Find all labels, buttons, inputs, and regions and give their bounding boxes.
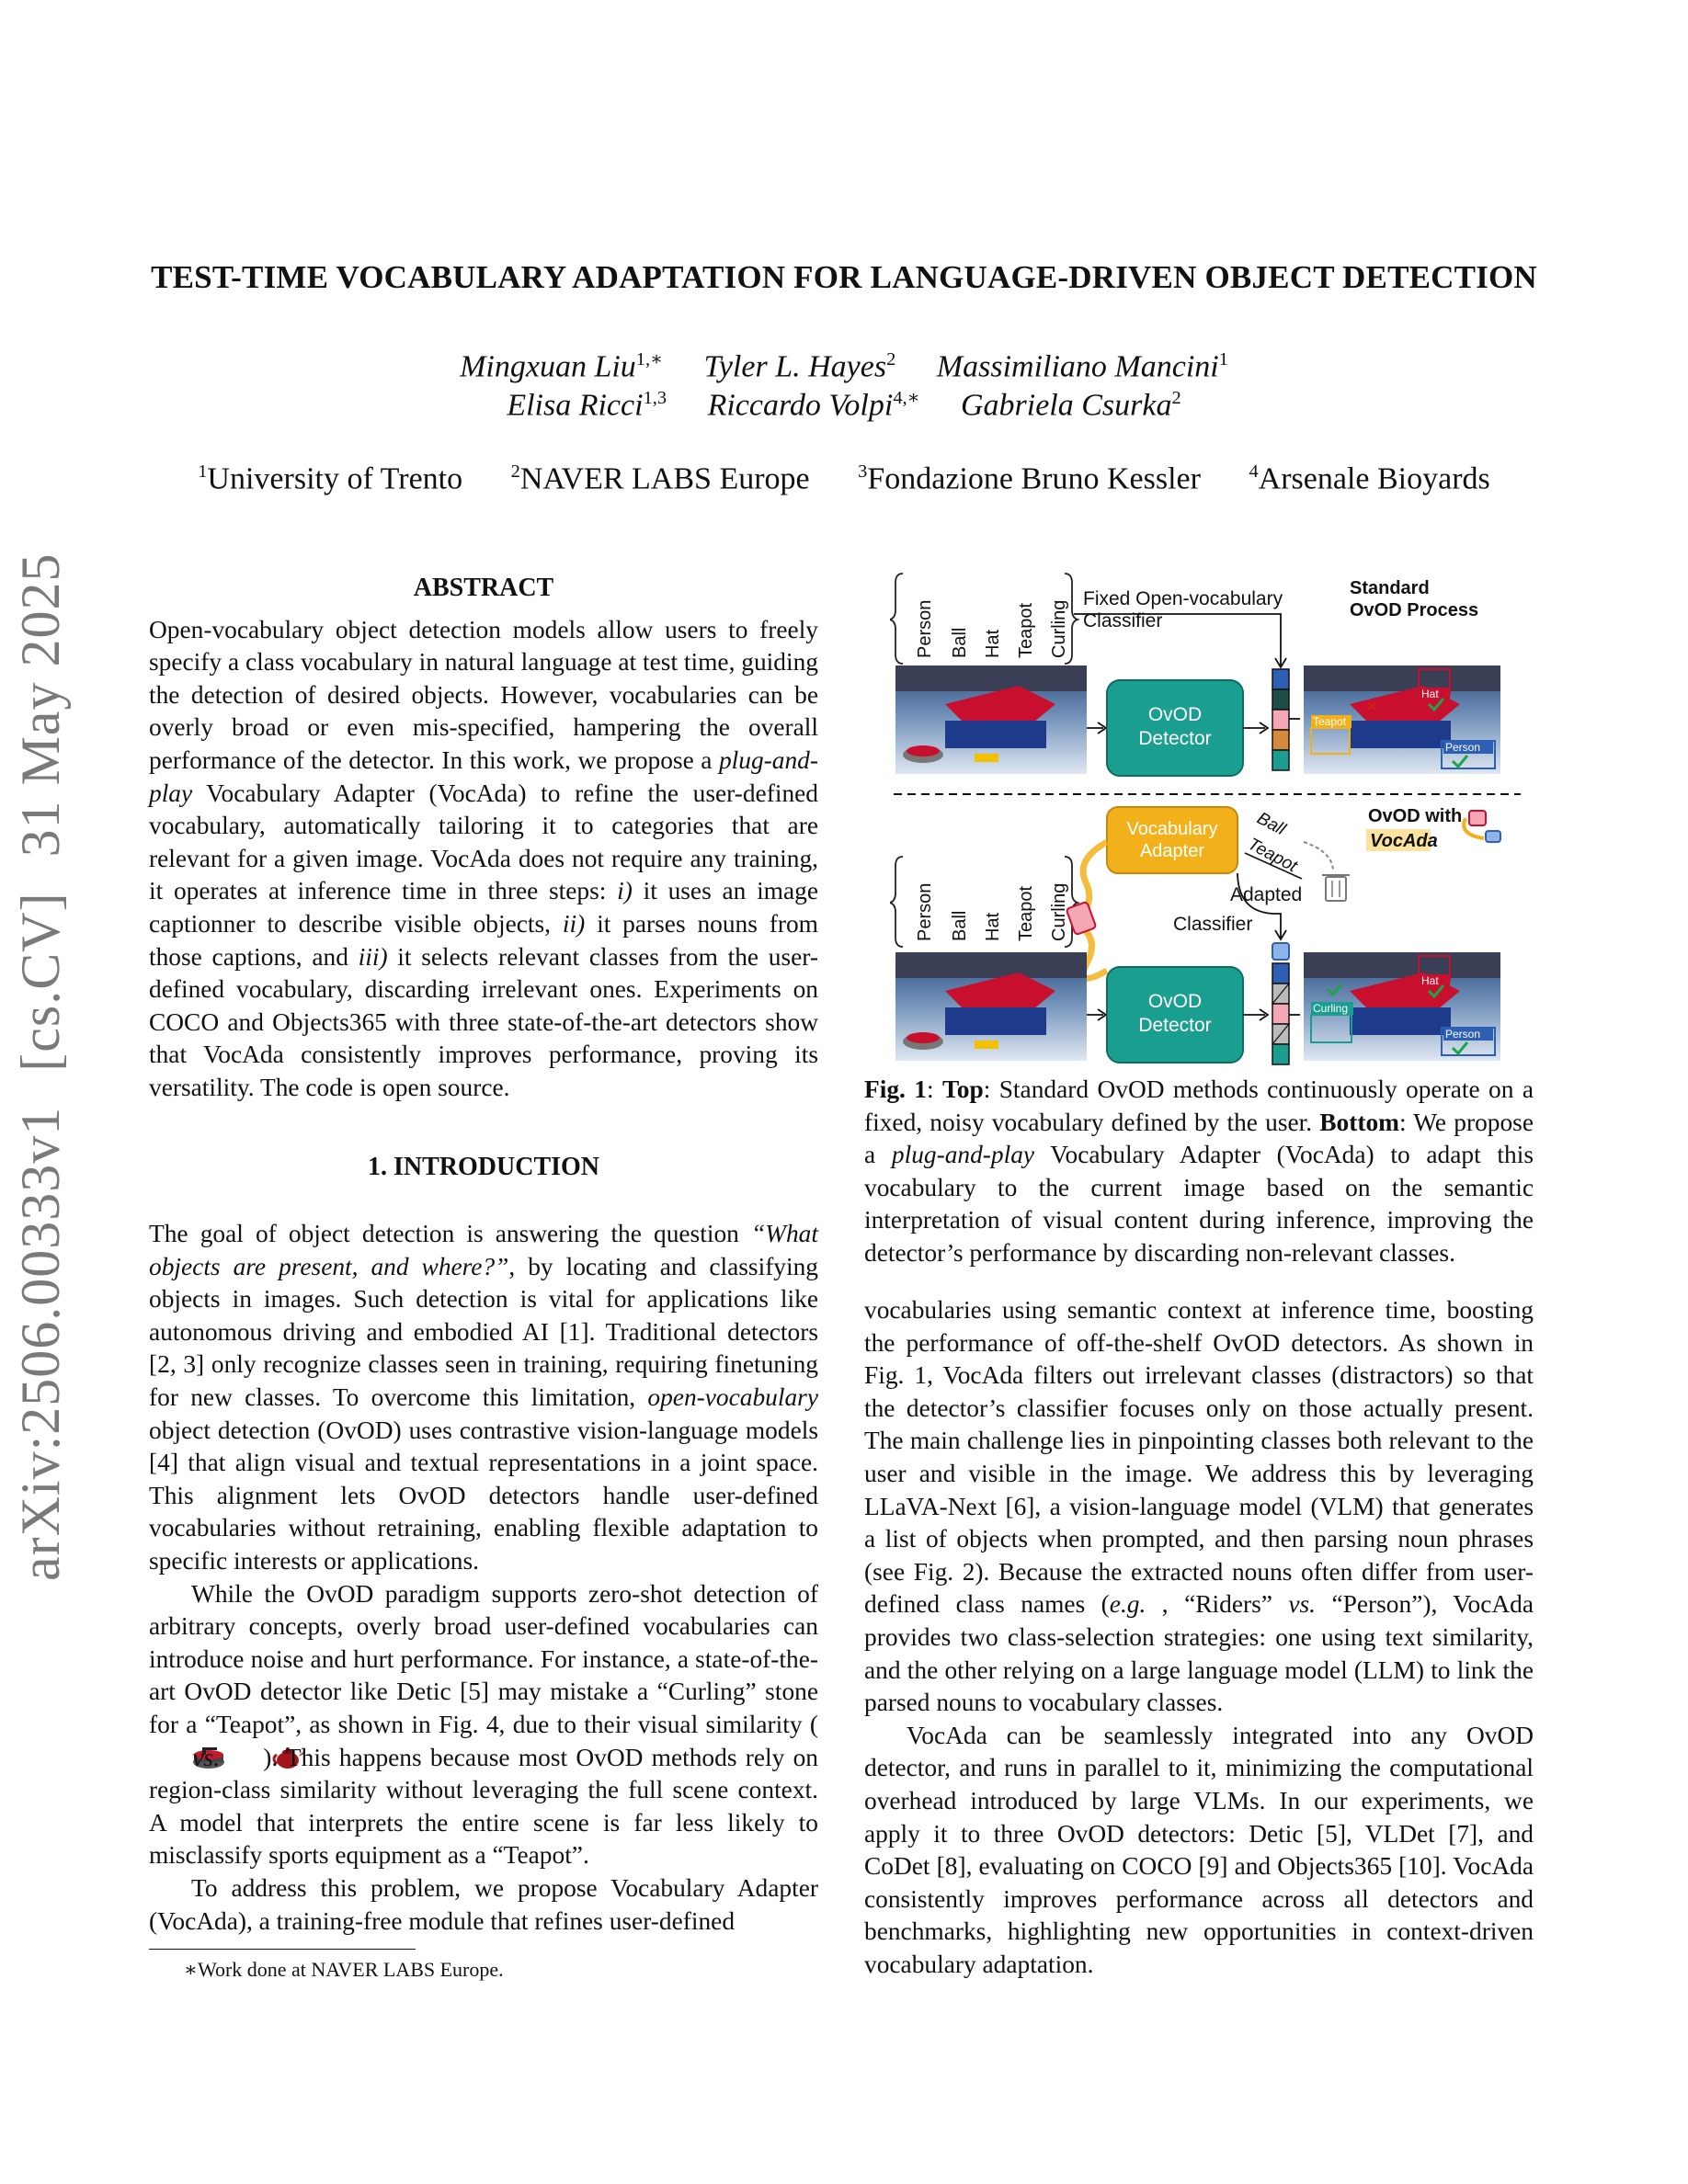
person-box-label: Person [1445,741,1481,754]
detector-label: OvOD [1147,704,1203,725]
right-column [864,1294,1534,1981]
bottom-output-image [1304,952,1500,1061]
author: Mingxuan Liu$^{1,∗}$ [460,349,663,384]
trash-icon [1322,875,1350,901]
author: Massimiliano Mancini$^1$ [936,349,1228,384]
vocabulary-adapter-box [1107,807,1237,873]
fixed-classifier-label-2: Classifier [1083,610,1163,631]
curling-box-label: Curling [1313,1002,1349,1015]
top-class-label: Teapot [1016,602,1036,658]
figure-caption: Fig. 1: Top: Standard OvOD methods continuously operate on a fixed, noisy vocabulary defined by the user. Bottom: We propose a plug-and-play Vocabulary Adapter (VocAda) to adapt this vocabulary to the current image based on the semantic interpretation of visual content during inference, improving the detector’s performance by discarding non-relevant classes. [864,1075,1534,1267]
paper-title: TEST-TIME VOCABULARY ADAPTATION FOR LANGUAGE-DRIVEN OBJECT DETECTION [151,259,1537,295]
affiliation: $^3$Fondazione Bruno Kessler [858,461,1201,496]
arxiv-id: arXiv:2506.00333v1 [10,1106,71,1581]
ovod-with-label: OvOD with [1368,806,1463,826]
discarded-teapot-label: Teapot [1244,834,1301,877]
top-input-image [895,665,1087,774]
arxiv-category: [cs.CV] [10,892,71,1072]
teapot-box-label: Teapot [1313,715,1347,728]
body-paragraph: vocabularies using semantic context at inference time, boosting the performance of off-the-shelf OvOD detectors. As shown in Fig. 1, VocAda filters out irrelevant classes (distractors) so that the detector’s classifier focuses only on those actually present. The main challenge lies in pinpointing classes both relevant to the user and visible in the image. We address this by leveraging LLaVA-Next [6], a vision-language model (VLM) that generates a list of objects when prompted, and then parsing noun phrases (see Fig. 2). Because the extracted nouns often differ from user-defined class names (e.g. , “Riders” vs. “Person”), VocAda provides two class-selection strategies: one using text similarity, and the other relying on a large language model (LLM) to link the parsed nouns to vocabulary classes. [864,1296,1534,1717]
intro-paragraph: The goal of object detection is answering the question “What objects are present, and where?”, by locating and classifying objects in images. Such detection is vital for applications like autonomous driving and embodied AI [1]. Traditional detectors [2, 3] only recognize classes seen in training, requiring finetuning for new classes. To overcome this limitation, open-vocabulary object detection (OvOD) uses contrastive vision-language models [4] that align visual and textual representations in a joint space. This alignment lets OvOD detectors handle user-defined vocabularies without retraining, enabling flexible adaptation to specific interests or applications. [149,1220,819,1575]
abstract-text: Open-vocabulary object detection models allow users to freely specify a class vocabulary in natural language at test time, guiding the detection of desired objects. However, vocabularies can be overly broad or even mis-specified, hampering the overall performance of the detector. In this work, we propose a plug-and-play Vocabulary Adapter (VocAda) to refine the user-defined vocabulary, automatically tailoring it to categories that are relevant for a given image. VocAda does not require any training, it operates at inference time in three steps: i) it uses an image captionner to describe visible objects, ii) it parses nouns from those captions, and iii) it selects relevant classes from the user-defined vocabulary, discarding irrelevant ones. Experiments on COCO and Objects365 with three state-of-the-art detectors show that VocAda consistently improves performance, proving its versatility. The code is open source. [149,615,818,1101]
top-class-label: Hat [983,629,1003,658]
affiliations [0,461,1688,496]
adapter-label: Vocabulary [1126,819,1218,839]
footnote-rule [149,1949,416,1950]
bottom-class-label: Person [915,882,935,941]
author: Tyler L. Hayes$^2$ [703,349,896,384]
person-box-label: Person [1445,1028,1481,1041]
affiliation: $^1$University of Trento [198,461,463,496]
detector-label: OvOD [1147,991,1203,1012]
bottom-class-label: Hat [983,912,1003,941]
hat-box-label: Hat [1421,974,1439,987]
intro-paragraph: While the OvOD paradigm supports zero-shot detection of arbitrary concepts, overly broad user-defined vocabularies can introduce noise and hurt performance. For instance, a state-of-the-art OvOD detector like Detic [5] may mistake a “Curling” stone for a “Teapot”, as shown in Fig. 4, due to their visual similarity ( vs. ). This happens because most OvOD methods rely on region-class similarity without leveraging the full scene context. A model that interprets the entire scene is far less likely to misclassify sports equipment as a “Teapot”. [149,1579,818,1870]
left-column [149,572,818,1938]
teapot-icon [228,1744,263,1769]
section-heading: 1. INTRODUCTION [367,1152,600,1181]
bottom-class-label: Teapot [1016,885,1036,941]
top-class-label: Curling [1049,599,1069,658]
fixed-classifier-label: Fixed Open-vocabulary [1083,588,1283,609]
adapted-label: Adapted [1230,884,1303,905]
adapted-classifier-vectors [1272,943,1289,1064]
bottom-input-image [895,952,1087,1061]
discarded-ball-label: Ball [1253,808,1289,840]
classifier-label: Classifier [1173,914,1253,935]
adapter-label-2: Adapter [1139,841,1205,861]
detector-label-2: Detector [1138,1015,1212,1036]
top-class-label: Ball [950,627,970,658]
standard-label: Standard [1350,578,1430,598]
detector-label-2: Detector [1138,728,1212,749]
bottom-class-label: Ball [950,910,970,941]
abstract-heading: ABSTRACT [413,574,554,602]
arxiv-date: 31 May 2025 [10,552,71,858]
intro-paragraph: To address this problem, we propose Vocabulary Adapter (VocAda), a training-free module that refines user-defined [149,1873,818,1935]
vocada-label: VocAda [1370,831,1438,851]
top-class-label: Person [915,599,935,658]
curling-stone-icon [149,1746,184,1769]
authors-row-1 [0,347,1688,384]
body-paragraph: VocAda can be seamlessly integrated into any OvOD detector, and runs in parallel to it, minimizing the computational overhead introduced by large VLMs. In our experiments, we apply it to three OvOD detectors: Detic [5], VLDet [7], and CoDet [8], evaluating on COCO [9] and Objects365 [10]. VocAda consistently improves performance across all detectors and benchmarks, highlighting new opportunities in context-driven vocabulary adaptation. [864,1721,1534,1978]
author: Riccardo Volpi$^{4,∗}$ [707,388,920,423]
affiliation: $^4$Arsenale Bioyards [1249,461,1490,496]
plug-icon [1066,902,1097,935]
authors-row-2 [0,386,1688,423]
affiliation: $^2$NAVER LABS Europe [510,461,810,496]
bottom-class-label: Curling [1049,882,1069,941]
arxiv-stamp [9,0,110,1581]
author: Elisa Ricci$^{1,3}$ [507,388,667,423]
top-output-image [1304,665,1500,774]
adapter-plug-icon [1464,811,1500,842]
author: Gabriela Csurka$^2$ [960,388,1181,423]
top-classifier-vectors [1272,669,1289,770]
footnote: ∗Work done at NAVER LABS Europe. [184,1958,504,1981]
standard-label-2: OvOD Process [1350,600,1479,620]
hat-box-label: Hat [1421,688,1439,700]
figure-1 [890,566,1524,1070]
